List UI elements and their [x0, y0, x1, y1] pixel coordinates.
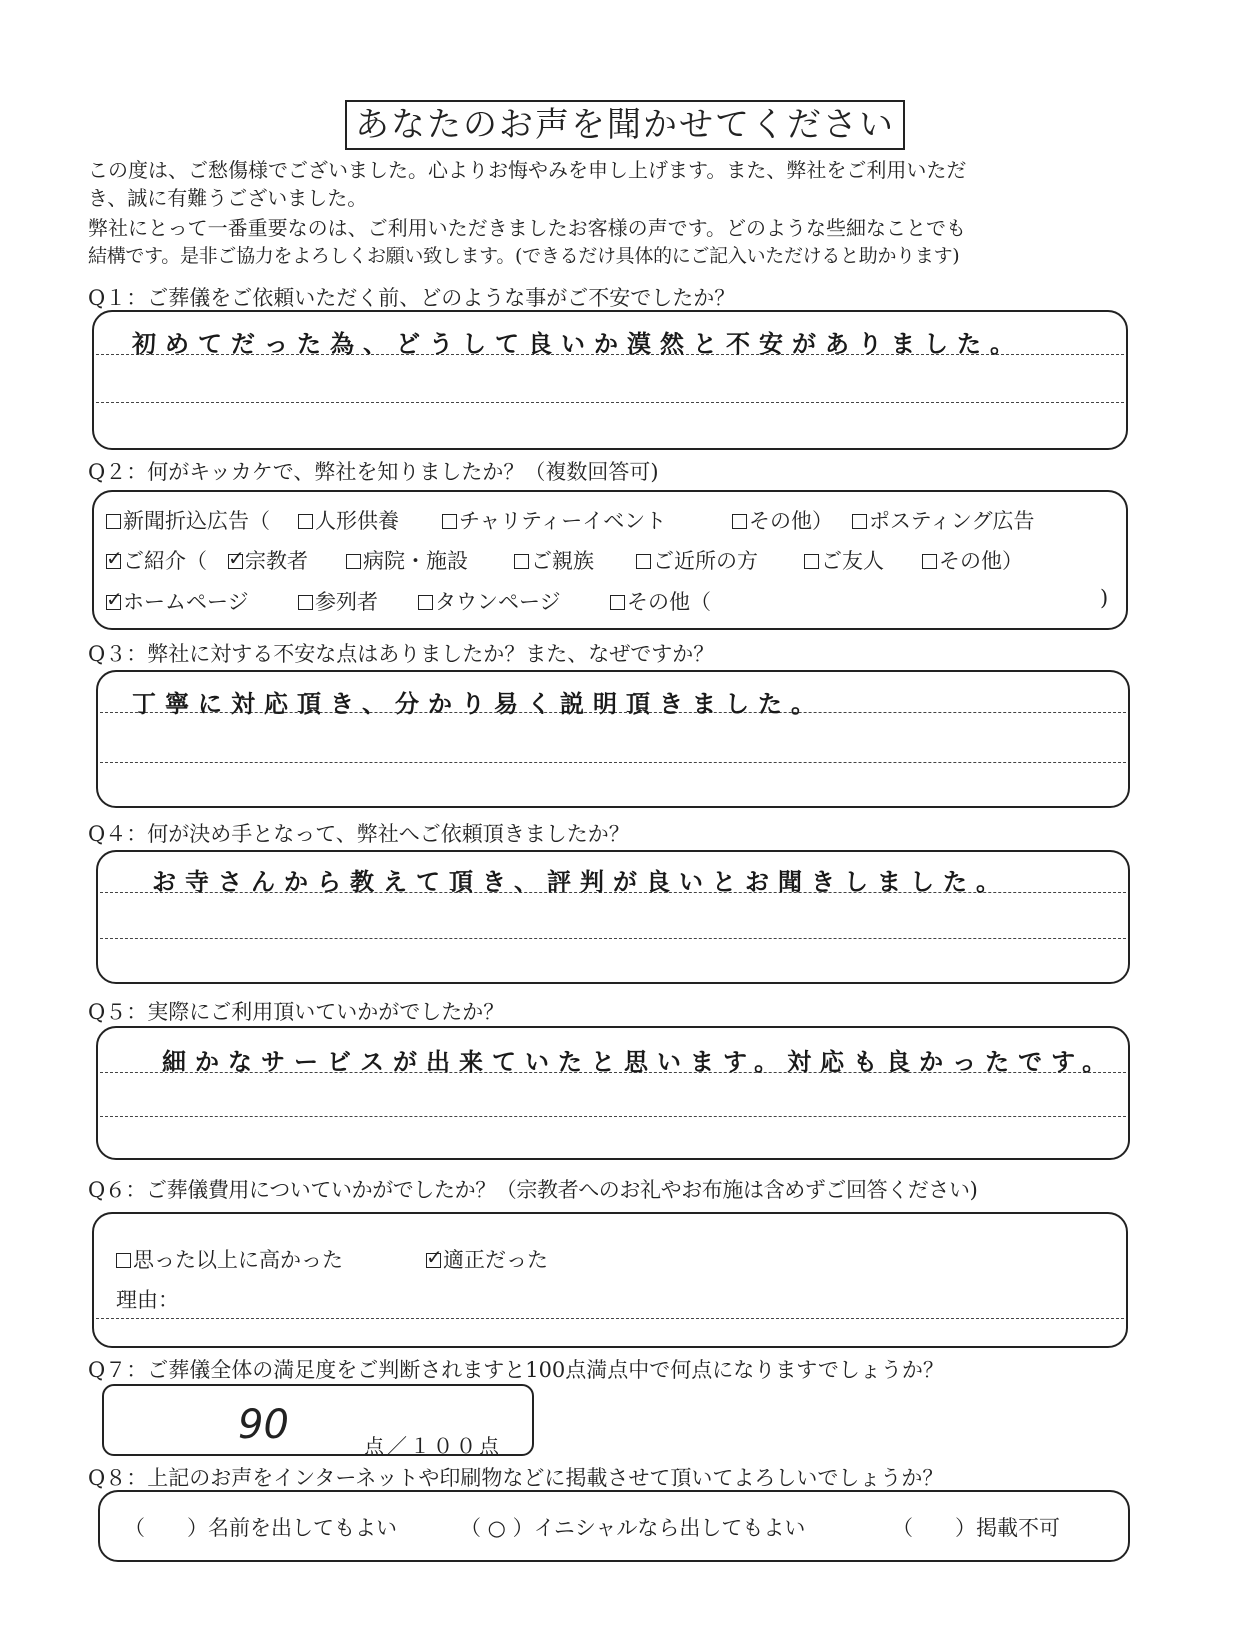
- option-doll-memorial[interactable]: 人形供養: [298, 505, 399, 535]
- q6-question: Q６：ご葬儀費用についていかがでしたか？（宗教者へのお礼やお布施は含めずご回答ください): [88, 1178, 978, 1202]
- q5-answer: 細かなサービスが出来ていたと思います。対応も良かったです。: [162, 1048, 1116, 1076]
- answer-line: [100, 762, 1126, 763]
- checkbox[interactable]: [418, 595, 433, 610]
- q8-question: Q８：上記のお声をインターネットや印刷物などに掲載させて頂いてよろしいでしょうか？: [88, 1466, 944, 1490]
- option-no-publish[interactable]: （ ）掲載不可: [892, 1516, 1060, 1540]
- intro-line-1: この度は、ご愁傷様でございました。心よりお悔やみを申し上げます。また、弊社をご利用いただ: [88, 158, 967, 182]
- option-other-3[interactable]: その他（: [610, 586, 711, 616]
- q4-answer: お寺さんから教えて頂き、評判が良いとお聞きしました。: [152, 868, 1010, 896]
- reason-label: 理由：: [116, 1288, 179, 1312]
- answer-line: [100, 1116, 1126, 1117]
- q4-question: Q４：何が決め手となって、弊社へご依頼頂きましたか？: [88, 822, 630, 846]
- option-attendee[interactable]: 参列者: [298, 586, 378, 616]
- option-posting-ad[interactable]: ポスティング広告: [852, 505, 1034, 535]
- option-hospital[interactable]: 病院・施設: [346, 545, 468, 575]
- intro-line-4: 結構です。是非ご協力をよろしくお願い致します。(できるだけ具体的にご記入いただけると助かります): [88, 245, 960, 267]
- checkbox[interactable]: [298, 595, 313, 610]
- option-charity-event[interactable]: チャリティーイベント: [442, 505, 666, 535]
- checkbox[interactable]: [636, 554, 651, 569]
- q1-answer: 初めてだった為、どうして良いか漠然と不安がありました。: [132, 330, 1023, 358]
- checkbox[interactable]: [116, 1253, 131, 1268]
- q7-score: 90: [238, 1402, 289, 1448]
- option-mark-circled[interactable]: （ ○ ）: [460, 1516, 534, 1540]
- checkbox-checked[interactable]: [228, 554, 243, 569]
- option-homepage[interactable]: ✓ホームページ: [106, 586, 249, 616]
- survey-title: あなたのお声を聞かせてください: [345, 100, 905, 150]
- answer-line: [96, 402, 1124, 403]
- option-newspaper[interactable]: 新聞折込広告（: [106, 505, 270, 535]
- checkbox-checked[interactable]: [106, 554, 121, 569]
- q2-question: Q２：何がキッカケで、弊社を知りましたか？（複数回答可): [88, 460, 659, 484]
- option-reasonable[interactable]: ✓ 適正だった: [426, 1244, 548, 1274]
- option-publish-initials[interactable]: （ ○ ）イニシャルなら出してもよい: [460, 1516, 806, 1540]
- reason-line: [96, 1318, 1124, 1319]
- q1-question: Q１：ご葬儀をご依頼いただく前、どのような事がご不安でしたか？: [88, 286, 736, 310]
- answer-line: [100, 938, 1126, 939]
- option-townpage[interactable]: タウンページ: [418, 586, 561, 616]
- checkbox-checked[interactable]: [426, 1253, 441, 1268]
- q3-question: Q３：弊社に対する不安な点はありましたか？また、なぜですか？: [88, 642, 715, 666]
- q6-options-box: [92, 1212, 1128, 1348]
- other-close-paren: ): [1100, 586, 1109, 610]
- checkbox[interactable]: [442, 514, 457, 529]
- option-neighbors[interactable]: ご近所の方: [636, 545, 758, 575]
- checkbox[interactable]: [732, 514, 747, 529]
- q7-score-unit: 点／１００点: [364, 1434, 502, 1458]
- q5-question: Q５：実際にご利用頂いていかがでしたか？: [88, 1000, 505, 1024]
- checkbox-checked[interactable]: [106, 595, 121, 610]
- option-mark[interactable]: （ ）: [892, 1516, 976, 1540]
- checkbox[interactable]: [514, 554, 529, 569]
- checkbox[interactable]: [922, 554, 937, 569]
- option-relatives[interactable]: ご親族: [514, 545, 594, 575]
- option-publish-name[interactable]: （ ）名前を出してもよい: [124, 1516, 397, 1540]
- option-mark[interactable]: （ ）: [124, 1516, 208, 1540]
- option-referral[interactable]: ✓ご紹介（: [106, 545, 207, 575]
- checkbox[interactable]: [610, 595, 625, 610]
- checkbox[interactable]: [298, 514, 313, 529]
- option-friends[interactable]: ご友人: [804, 545, 884, 575]
- option-too-expensive[interactable]: 思った以上に高かった: [116, 1244, 343, 1274]
- option-other-2[interactable]: その他）: [922, 545, 1023, 575]
- q3-answer: 丁寧に対応頂き、分かり易く説明頂きました。: [132, 690, 825, 718]
- checkbox[interactable]: [804, 554, 819, 569]
- option-religious[interactable]: ✓ 宗教者: [228, 545, 308, 575]
- intro-line-2: き、誠に有難うございました。: [88, 186, 368, 210]
- checkbox[interactable]: [852, 514, 867, 529]
- intro-line-3: 弊社にとって一番重要なのは、ご利用いただきましたお客様の声です。どのような些細なことでも: [88, 216, 966, 240]
- checkbox[interactable]: [346, 554, 361, 569]
- option-other-1[interactable]: その他）: [732, 505, 833, 535]
- q7-question: Q７：ご葬儀全体の満足度をご判断されますと100点満点中で何点になりますでしょうか？: [88, 1358, 944, 1382]
- checkbox[interactable]: [106, 514, 121, 529]
